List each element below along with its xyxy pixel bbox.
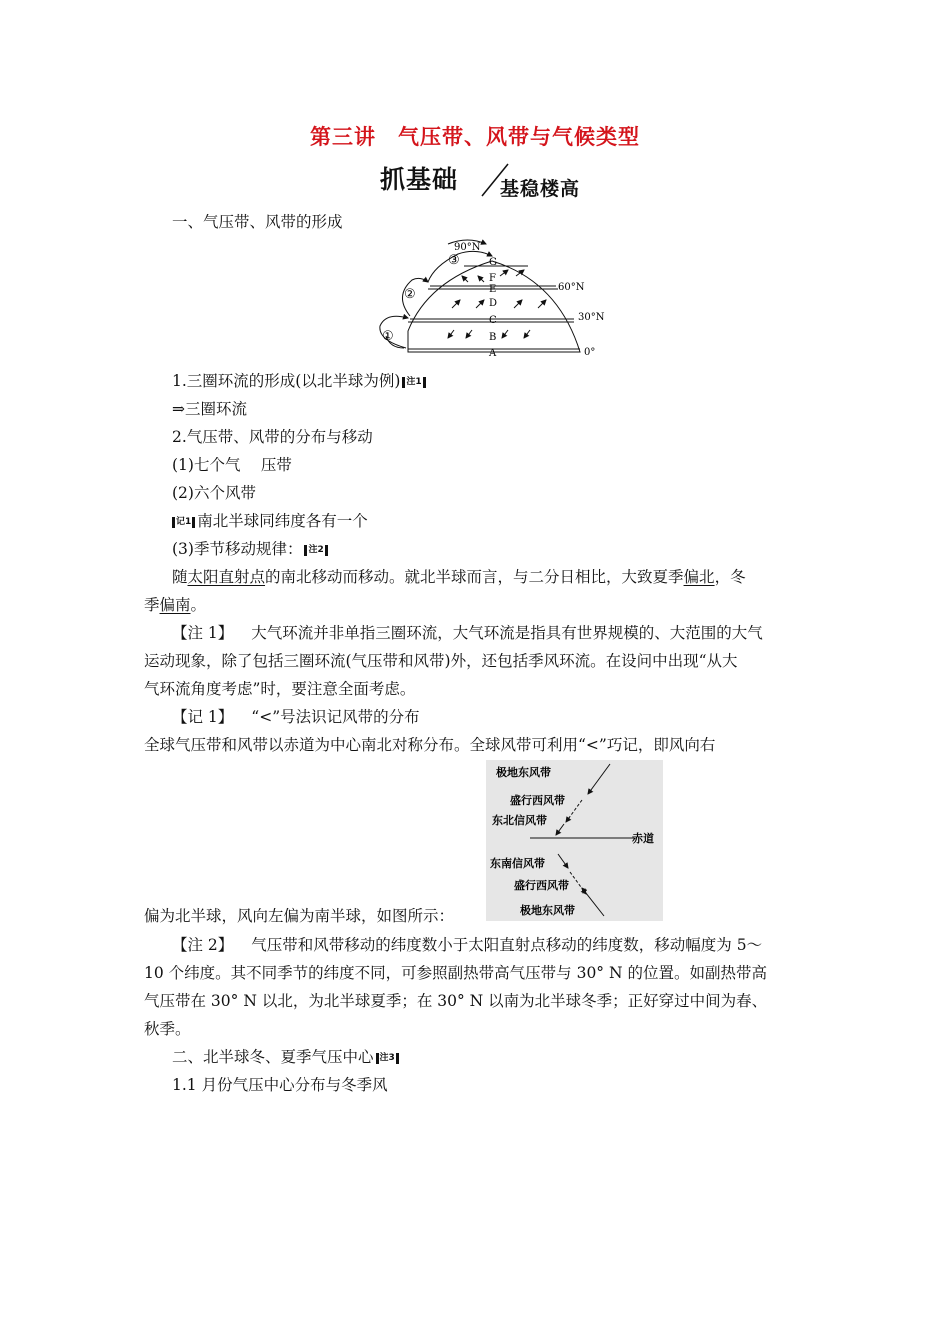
movement-paragraph-line1: 随太阳直射点的南北移动而移动。就北半球而言，与二分日相比，大致夏季偏北，冬	[172, 568, 746, 586]
belt-letter-b: B	[489, 332, 497, 343]
memo-tag: 记1	[172, 517, 195, 528]
lat-90-label: 90°N	[454, 242, 481, 253]
note-tag: 注3	[376, 1053, 399, 1064]
section2-item1: 1.1 月份气压中心分布与冬季风	[172, 1076, 388, 1094]
label-se-trades: 东南信风带	[490, 857, 545, 870]
lat-0-label: 0°	[584, 347, 596, 358]
banner-right: 基稳楼高	[500, 178, 581, 200]
underlined-term: 偏北	[683, 568, 715, 586]
sub-six-winds: (2)六个风带	[172, 484, 256, 502]
label-polar-easterlies-north: 极地东风带	[496, 766, 551, 779]
label-westerlies-south: 盛行西风带	[514, 879, 569, 892]
section2-heading: 二、北半球冬、夏季气压中心 注3	[172, 1046, 399, 1068]
underlined-term: 太阳直射点	[187, 568, 266, 586]
wind-belt-figure	[486, 760, 663, 921]
cell-label-3: ③	[448, 253, 460, 268]
item-three-cell: 1.三圈环流的形成(以北半球为例) 注1	[172, 370, 426, 392]
belt-letter-e: E	[489, 284, 497, 295]
note2-line2: 10 个纬度。其不同季节的纬度不同，可参照副热带高气压带与 30° N 的位置。如副热带高	[144, 964, 767, 982]
lat-60-label: 60°N	[558, 282, 585, 293]
memo1-line1: 全球气压带和风带以赤道为中心南北对称分布。全球风带可利用“<”巧记，即风向右	[144, 736, 716, 754]
note-tag: 注2	[304, 545, 327, 556]
note1-line2: 运动现象，除了包括三圈环流(气压带和风带)外，还包括季风环流。在设问中出现“从大	[144, 652, 738, 670]
underlined-term: 偏南	[159, 596, 191, 614]
belt-letter-g: G	[489, 257, 497, 268]
belt-letter-f: F	[489, 273, 496, 284]
label-ne-trades: 东北信风带	[492, 814, 547, 827]
label-equator: 赤道	[632, 832, 654, 845]
note2-label: 【注 2】	[172, 936, 234, 954]
belt-letter-d: D	[489, 298, 498, 309]
section1-heading: 一、气压带、风带的形成	[172, 213, 343, 231]
belt-letter-a: A	[489, 348, 497, 359]
three-cell-circulation-figure	[368, 236, 618, 360]
note2-line4: 秋季。	[144, 1020, 191, 1038]
memo1-label: 【记 1】	[172, 708, 234, 726]
memo1-line2: 偏为北半球，风向左偏为南半球，如图所示：	[144, 907, 455, 925]
sub-seasonal-movement: (3)季节移动规律： 注2	[172, 538, 328, 560]
note1-line1: 【注 1】 大气环流并非单指三圈环流，大气环流是指具有世界规模的、大范围的大气	[172, 624, 763, 642]
lat-30-label: 30°N	[578, 312, 605, 323]
memo-line: 记1 南北半球同纬度各有一个	[172, 510, 368, 532]
label-polar-easterlies-south: 极地东风带	[520, 904, 575, 917]
memo1-heading: 【记 1】 “<”号法识记风带的分布	[172, 708, 420, 726]
note1-label: 【注 1】	[172, 624, 234, 642]
banner-left: 抓基础	[380, 165, 459, 194]
page-title: 第三讲 气压带、风带与气候类型	[310, 124, 640, 149]
cell-label-1: ①	[382, 329, 394, 344]
cell-label-2: ②	[404, 287, 416, 302]
section-banner	[380, 160, 610, 202]
movement-paragraph-line2: 季偏南。	[144, 596, 207, 614]
sub-seven-belts: (1)七个气 压带	[172, 456, 292, 474]
item-three-cell-arrow: ⇒三圈环流	[172, 400, 247, 418]
label-westerlies-north: 盛行西风带	[510, 794, 565, 807]
note2-line1: 【注 2】 气压带和风带移动的纬度数小于太阳直射点移动的纬度数，移动幅度为 5～	[172, 936, 763, 954]
note1-line3: 气环流角度考虑”时，要注意全面考虑。	[144, 680, 416, 698]
item-distribution: 2.气压带、风带的分布与移动	[172, 428, 373, 446]
note2-line3: 气压带在 30° N 以北，为北半球夏季；在 30° N 以南为北半球冬季；正好穿过中间为春、	[144, 992, 768, 1010]
belt-letter-c: C	[489, 315, 497, 326]
note-tag: 注1	[402, 377, 425, 388]
